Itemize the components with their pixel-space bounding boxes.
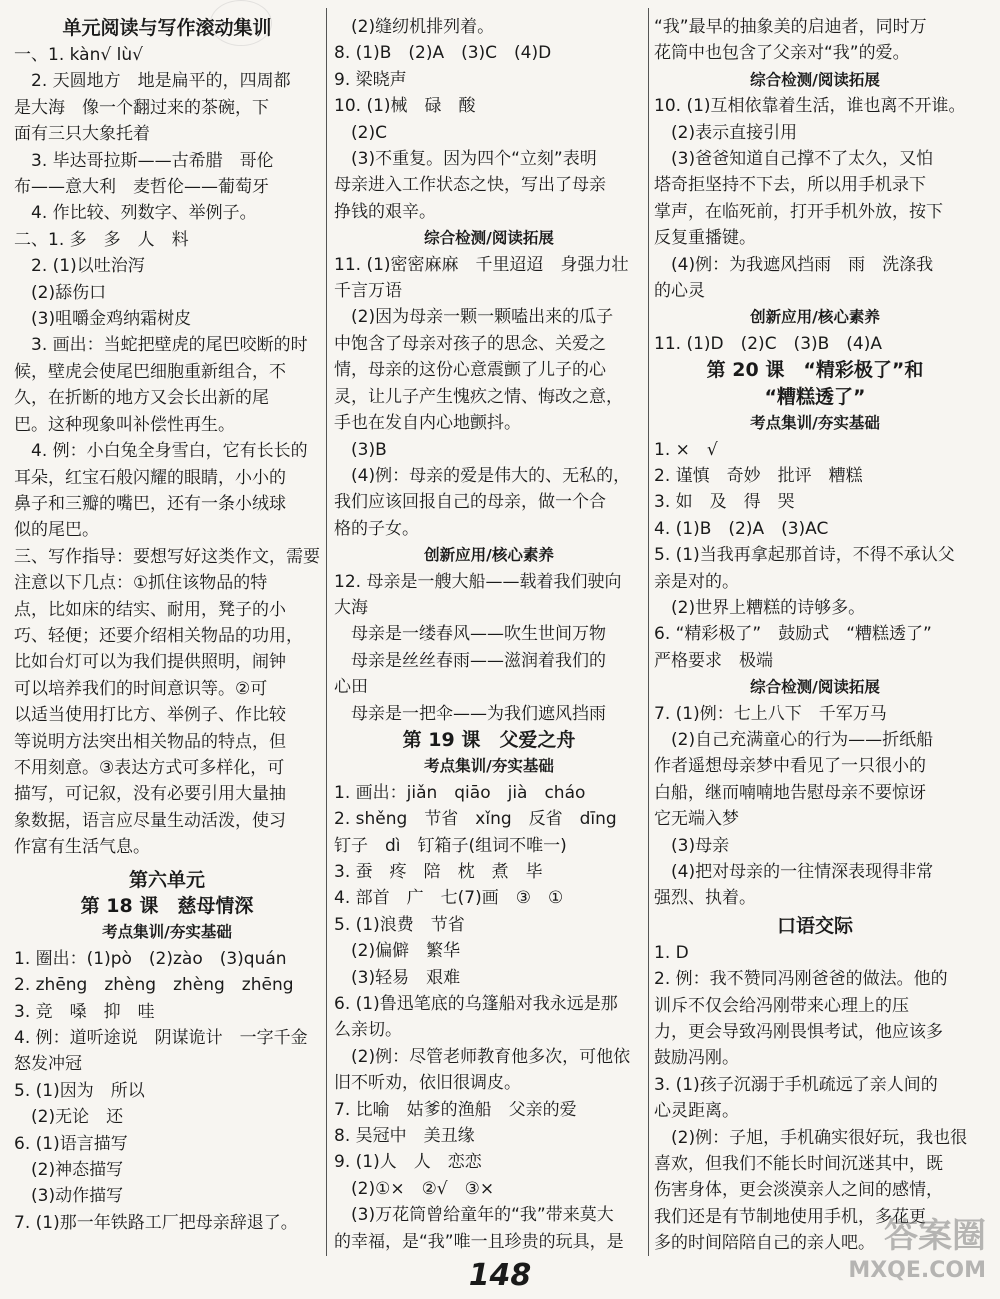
text-line: (4)把对母亲的一往情深表现得非常	[654, 862, 934, 882]
text-line: (2)表示直接引用	[654, 122, 798, 143]
text-line: 比如台灯可以为我们提供照明，闹钟	[14, 652, 286, 673]
text-line: 象数据，语言应尽量生动活泼，使习	[14, 810, 286, 831]
text-line: 布——意大利 麦哲伦——葡萄牙	[14, 177, 269, 198]
text-line: 挣钱的艰辛。	[334, 201, 436, 222]
text-line: 它无端入梦	[654, 809, 739, 830]
text-line: (2)例：子旭，手机确实很好玩，我也很	[654, 1127, 968, 1148]
text-line: 7. (1)那一年铁路工厂把母亲辞退了。	[14, 1212, 298, 1233]
watermark-logo-text: 答案圈	[884, 1216, 986, 1256]
text-line: 10. (1)械 碌 酸	[334, 96, 476, 117]
text-line: 1. × √	[654, 439, 718, 460]
text-line: 鼻子和三瓣的嘴巴，还有一条小绒球	[14, 493, 286, 514]
subsection-heading: 创新应用/核心素养	[750, 308, 880, 327]
text-line: 反复重播键。	[654, 228, 756, 249]
text-line: 旧不听劝，依旧很调皮。	[334, 1073, 521, 1094]
text-line: (2)神态描写	[14, 1160, 124, 1181]
text-line: 2. zhēng zhèng zhèng zhēng	[14, 975, 294, 996]
text-line: 3. (1)孩子沉溺于手机疏远了亲人间的	[654, 1074, 938, 1095]
text-line: 鼓励冯刚。	[654, 1048, 739, 1069]
text-line: 等说明方法突出相关物品的特点，但	[14, 731, 286, 752]
text-line: (2)舔伤口	[14, 282, 107, 303]
section-heading: 口语交际	[776, 914, 853, 937]
text-line: 喜欢，但我们不能长时间沉迷其中，既	[654, 1154, 943, 1175]
text-line: 久，在折断的地方又会长出新的尾	[14, 388, 269, 409]
subsection-heading: 综合检测/阅读拓展	[750, 70, 880, 89]
text-line: (2)偏僻 繁华	[334, 941, 461, 962]
text-line: 1. 圈出：(1)pò (2)zào (3)quán	[14, 948, 287, 969]
text-line: (4)例：为我遮风挡雨 雨 洗涤我	[654, 254, 934, 275]
text-line: (3)轻易 艰难	[334, 967, 461, 988]
text-line: 2. 例：我不赞同冯刚爸爸的做法。他的	[654, 969, 948, 990]
column-right	[654, 14, 976, 1257]
watermark-url: MXQE.COM	[848, 1258, 986, 1283]
section-heading: 第 18 课 慈母情深	[80, 895, 254, 917]
text-line: 我们还是有节制地使用手机，多花更	[654, 1206, 926, 1227]
text-line: (4)例：母亲的爱是伟大的、无私的，	[334, 465, 631, 486]
text-line: 面有三只大象托着	[14, 124, 150, 145]
text-line: 2. shěng 节省 xǐng 反省 dīng	[334, 809, 617, 830]
text-line: 2. (1)以吐治泻	[14, 256, 145, 277]
text-line: 一、1. kàn√ lù√	[14, 45, 143, 65]
text-line: 强烈、执着。	[654, 888, 756, 909]
text-line: 训斥不仅会给冯刚带来心理上的压	[654, 995, 909, 1016]
text-line: 么亲切。	[334, 1020, 402, 1041]
text-line: 花筒中也包含了父亲对“我”的爱。	[654, 43, 910, 64]
text-line: (2)例：尽管老师教育他多次，可他依	[334, 1046, 631, 1067]
text-line: “我”最早的抽象美的启迪者，同时万	[654, 17, 927, 37]
text-line: 似的尾巴。	[14, 520, 99, 541]
text-line: 情，母亲的这份心意震颤了儿子的心	[334, 360, 606, 381]
text-line: 二、1. 多 多 人 料	[14, 229, 189, 250]
section-heading: 第 19 课 父爱之舟	[402, 728, 576, 751]
subsection-heading: 考点集训/夯实基础	[750, 414, 880, 433]
subsection-heading: 创新应用/核心素养	[424, 546, 554, 565]
text-line: 可以培养我们的时间意识等。②可	[14, 678, 268, 699]
text-line: 母亲是一缕春风——吹生世间万物	[334, 624, 606, 645]
text-line: 3. 毕达哥拉斯——古希腊 哥伦	[14, 150, 274, 171]
text-line: 三、写作指导：要想写好这类作文，需要	[14, 546, 320, 567]
text-line: 描写，可记叙，没有必要引用大量抽	[14, 784, 286, 805]
text-line: 我们应该回报自己的母亲，做一个合	[334, 492, 606, 513]
text-line: 大海	[334, 597, 368, 618]
text-line: 母亲是一把伞——为我们遮风挡雨	[334, 703, 606, 724]
section-heading: 第 20 课 “精彩极了”和	[706, 359, 924, 382]
text-line: 3. 如 及 得 哭	[654, 492, 795, 513]
text-line: 巧、轻便；还要介绍相关物品的功用，	[14, 625, 303, 646]
text-line: 11. (1)D (2)C (3)B (4)A	[654, 333, 883, 354]
text-line: 2. 谨慎 奇妙 批评 糟糕	[654, 465, 863, 486]
text-line: 10. (1)互相依靠着生活，谁也离不开谁。	[654, 96, 966, 117]
section-heading: 第六单元	[128, 868, 205, 891]
text-line: 中饱含了母亲对孩子的思念、关爱之	[334, 333, 606, 354]
text-line: 8. (1)B (2)A (3)C (4)D	[334, 43, 552, 64]
subsection-heading: 综合检测/阅读拓展	[424, 229, 554, 248]
subsection-heading: 考点集训/夯实基础	[102, 923, 232, 942]
watermark-logo	[816, 1214, 986, 1294]
text-line: 注意以下几点：①抓住该物品的特	[14, 573, 268, 594]
text-line: 作者遥想母亲梦中看见了一只很小的	[654, 756, 926, 777]
subsection-heading: 综合检测/阅读拓展	[750, 678, 880, 697]
text-line: 掌声，在临死前，打开手机外放，按下	[654, 201, 943, 222]
text-line: 亲是对的。	[654, 571, 739, 592]
text-line: 3. 竞 嗓 抑 哇	[14, 1001, 155, 1022]
text-line: (2)C	[334, 122, 387, 143]
text-line: 耳朵，红宝石般闪耀的眼睛，小小的	[14, 467, 286, 488]
text-line: 3. 蚕 疼 陪 枕 煮 毕	[334, 862, 543, 882]
text-line: 5. (1)因为 所以	[14, 1080, 145, 1101]
text-line: 4. 例：道听途说 阴谋诡计 一字千金	[14, 1028, 308, 1049]
text-line: (3)不重复。因为四个“立刻”表明	[334, 149, 597, 170]
text-line: 白船，继而喃喃地告慰母亲不要惊讶	[654, 782, 926, 803]
text-line: 格的子女。	[334, 518, 419, 539]
text-line: 5. (1)浪费 节省	[334, 914, 465, 935]
text-line: 千言万语	[334, 281, 402, 302]
text-line: 4. 例：小白兔全身雪白，它有长长的	[14, 441, 308, 462]
text-line: 候，壁虎会使尾巴细胞重新组合，不	[14, 361, 286, 382]
text-line: 6. (1)鲁迅笔底的乌篷船对我永远是那	[334, 994, 618, 1015]
text-line: 的幸福，是“我”唯一且珍贵的玩具，是	[334, 1231, 624, 1252]
text-line: 4. 部首 广 七(7)画 ③ ①	[334, 888, 564, 909]
text-line: 的心灵	[654, 281, 705, 302]
column-divider	[648, 8, 649, 1256]
text-line: (3)母亲	[654, 835, 730, 856]
text-line: 是大海 像一个翻过来的茶碗，下	[14, 97, 269, 118]
section-heading: “糟糕透了”	[764, 385, 866, 408]
text-line: (2)因为母亲一颗一颗嗑出来的瓜子	[334, 307, 614, 328]
text-line: 以适当使用打比方、举例子、作比较	[14, 705, 286, 726]
text-line: 多的时间陪陪自己的亲人吧。	[654, 1233, 875, 1254]
text-line: 9. (1)人 人 恋恋	[334, 1152, 482, 1173]
text-line: 4. (1)B (2)A (3)AC	[654, 518, 829, 539]
text-line: 1. D	[654, 942, 689, 963]
text-line: (3)B	[334, 439, 387, 460]
text-line: 作富有生活气息。	[14, 837, 150, 858]
text-line: (3)动作描写	[14, 1186, 124, 1207]
text-line: 心田	[334, 677, 368, 698]
text-line: 手也在发自内心地颤抖。	[334, 413, 521, 434]
text-line: 6. “精彩极了” 鼓励式 “糟糕透了”	[654, 624, 932, 645]
text-line: 力，更会导致冯刚畏惧考试，他应该多	[654, 1022, 943, 1043]
text-line: (2)无论 还	[14, 1107, 124, 1128]
text-line: 怒发冲冠	[14, 1054, 82, 1075]
text-line: 5. (1)当我再拿起那首诗，不得不承认父	[654, 545, 955, 566]
text-line: 2. 天圆地方 地是扁平的，四周都	[14, 71, 291, 92]
text-line: 灵，让儿子产生愧疚之情、悔改之意，	[334, 386, 623, 407]
text-line: 塔奇拒坚持不下去，所以用手机录下	[654, 175, 926, 196]
text-line: 3. 画出：当蛇把壁虎的尾巴咬断的时	[14, 335, 308, 356]
text-line: 11. (1)密密麻麻 千里迢迢 身强力壮	[334, 254, 629, 275]
text-line: 巴。这种现象叫补偿性再生。	[14, 414, 235, 435]
text-line: 8. 吴冠中 美丑缘	[334, 1126, 475, 1147]
text-line: (2)世界上糟糕的诗够多。	[654, 597, 866, 618]
text-line: 母亲是丝丝春雨——滋润着我们的	[334, 650, 606, 671]
column-divider	[326, 8, 327, 1256]
text-line: 不用刻意。③表达方式可多样化，可	[14, 757, 285, 778]
text-line: 母亲进入工作状态之快，写出了母亲	[334, 175, 606, 196]
text-line: 严格要求 极端	[654, 650, 773, 671]
text-line: 点，比如床的结实、耐用，凳子的小	[14, 599, 286, 620]
text-line: 4. 作比较、列数字、举例子。	[14, 203, 257, 224]
section-heading: 单元阅读与写作滚动集训	[62, 17, 272, 39]
text-line: 心灵距离。	[654, 1101, 739, 1122]
column-middle	[334, 14, 644, 1255]
text-line: 6. (1)语言描写	[14, 1133, 128, 1154]
text-line: 1. 画出：jiǎn qiāo jià cháo	[334, 782, 586, 803]
text-line: 伤害身体，更会淡漠亲人之间的感情，	[654, 1180, 943, 1201]
subsection-heading: 考点集训/夯实基础	[424, 757, 554, 776]
text-line: 7. (1)例：七上八下 千军万马	[654, 703, 887, 724]
page-number: 148	[468, 1258, 532, 1293]
text-line: 12. 母亲是一艘大船——载着我们驶向	[334, 571, 622, 592]
text-line: (2)自己充满童心的行为——折纸船	[654, 729, 934, 750]
text-line: (2)缝纫机排列着。	[334, 17, 495, 37]
text-line: (3)爸爸知道自己撑不了太久，又怕	[654, 149, 934, 170]
text-line: 7. 比喻 姑爹的渔船 父亲的爱	[334, 1099, 577, 1120]
text-line: 钉子 dì 钉箱子(组词不唯一)	[334, 835, 567, 856]
text-line: (2)①× ②√ ③×	[334, 1178, 495, 1199]
text-line: 9. 梁晓声	[334, 69, 407, 90]
text-line: (3)万花筒曾给童年的“我”带来莫大	[334, 1205, 614, 1226]
text-line: (3)咀嚼金鸡纳霜树皮	[14, 309, 192, 330]
column-left	[14, 14, 320, 1236]
